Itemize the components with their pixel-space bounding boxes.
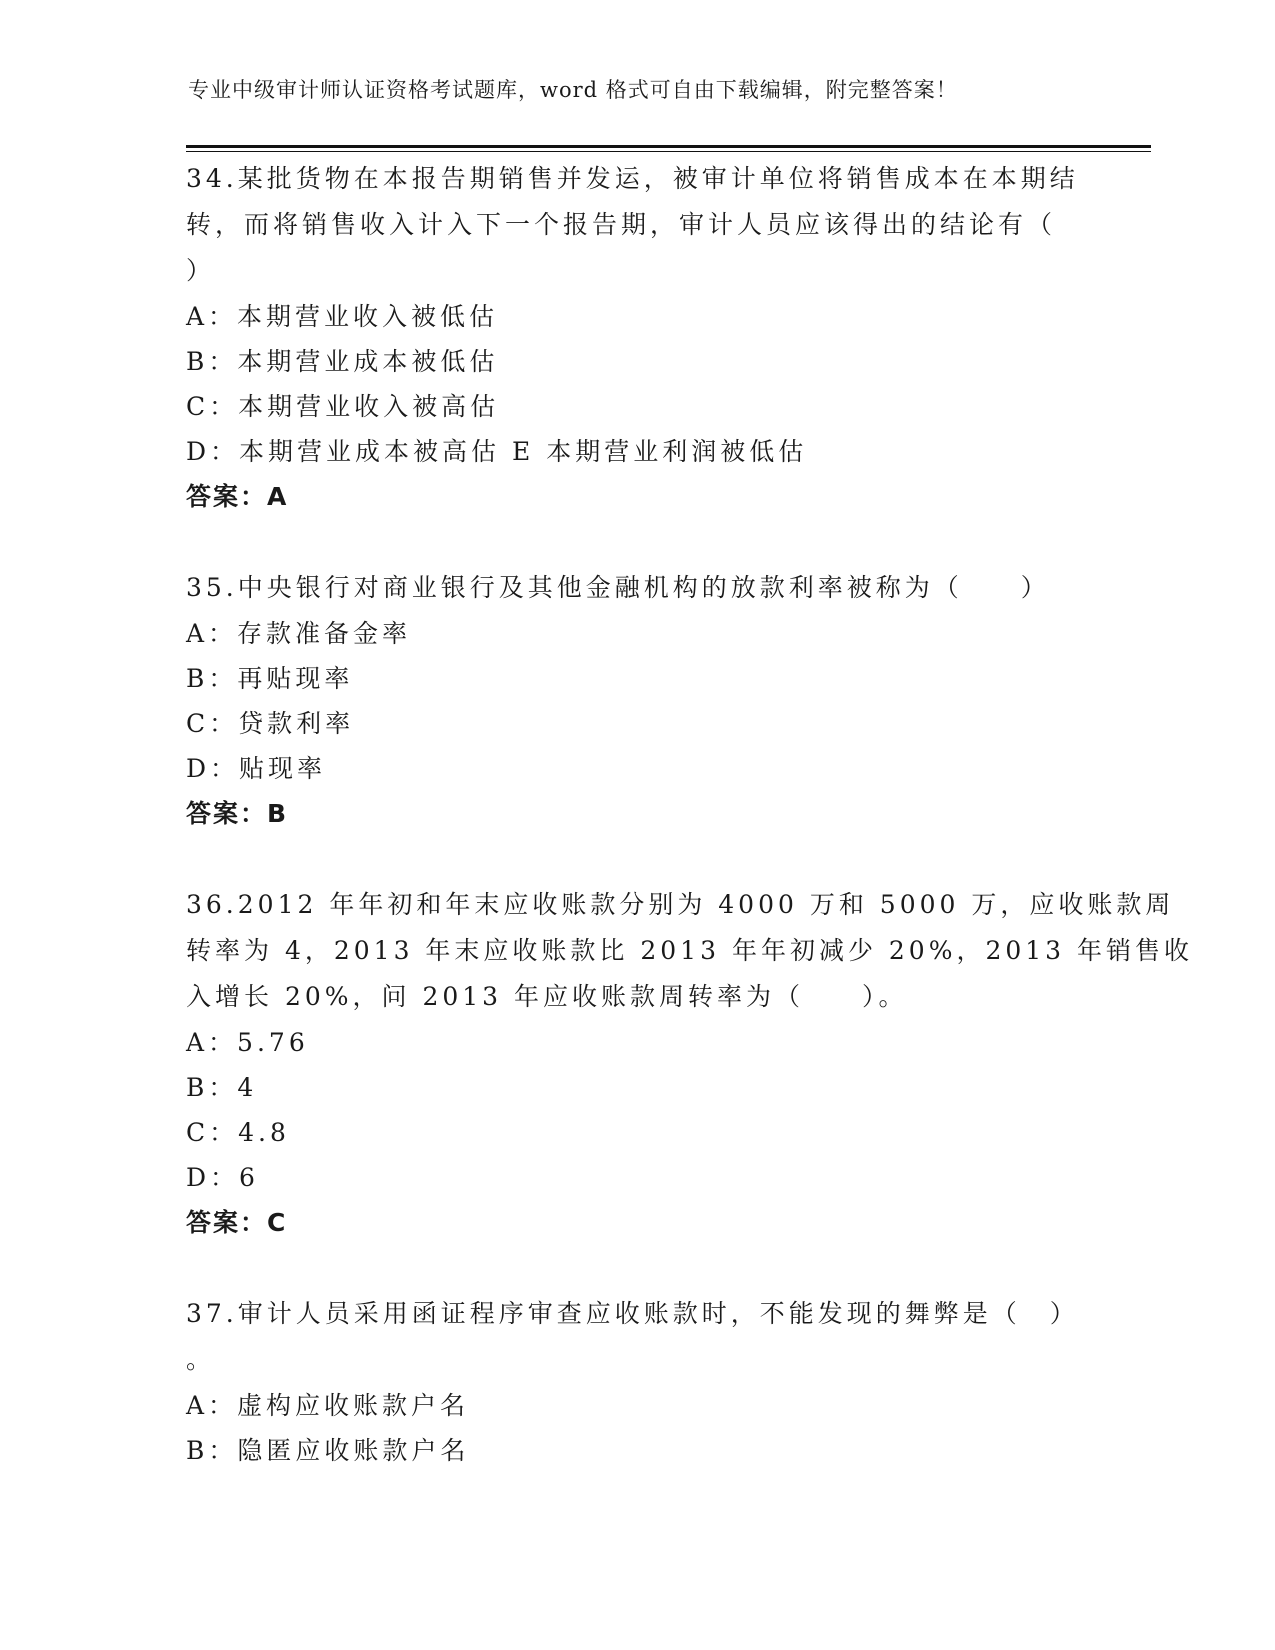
question-list [186, 156, 1194, 1473]
spacer [186, 519, 1086, 565]
option-d: D：贴现率 [186, 754, 327, 783]
question-text-line: 。 [186, 1345, 216, 1374]
question-37 [186, 1291, 1086, 1473]
spacer [186, 1245, 1086, 1291]
question-35 [186, 565, 1086, 836]
header-divider-thin [186, 151, 1151, 152]
option-c: C：本期营业收入被高估 [186, 392, 500, 421]
answer-line: 答案：C [186, 1208, 288, 1237]
question-text-line: 34.某批货物在本报告期销售并发运，被审计单位将销售成本在本期结 [186, 164, 1079, 193]
option-a: A：本期营业收入被低估 [186, 302, 499, 331]
option-a: A：存款准备金率 [186, 619, 412, 648]
answer-line: 答案：B [186, 799, 289, 828]
option-b: B：4 [186, 1073, 258, 1102]
answer-line: 答案：A [186, 482, 289, 511]
question-text-line: 36.2012 年年初和年末应收账款分别为 4000 万和 5000 万，应收账款周 [186, 890, 1175, 919]
option-c: C：4.8 [186, 1118, 290, 1147]
question-text-line: 转，而将销售收入计入下一个报告期，审计人员应该得出的结论有（ [186, 210, 1057, 239]
question-text-line: 35.中央银行对商业银行及其他金融机构的放款利率被称为（ ） [186, 573, 1050, 602]
page-header: 专业中级审计师认证资格考试题库，word 格式可自由下载编辑，附完整答案！ [188, 78, 958, 102]
spacer [186, 836, 1086, 882]
question-text-line: 入增长 20%，问 2013 年应收账款周转率为（ ）。 [186, 982, 908, 1011]
option-b: B：本期营业成本被低估 [186, 347, 499, 376]
question-text-line: ） [186, 256, 216, 285]
option-a: A：虚构应收账款户名 [186, 1391, 470, 1420]
question-36 [186, 882, 1194, 1245]
question-34 [186, 156, 1086, 519]
header-divider-thick [186, 145, 1151, 148]
question-text-line: 转率为 4，2013 年末应收账款比 2013 年年初减少 20%，2013 年销售收 [186, 936, 1194, 965]
question-text-line: 37.审计人员采用函证程序审查应收账款时，不能发现的舞弊是（ ） [186, 1299, 1079, 1328]
option-a: A：5.76 [186, 1028, 309, 1057]
option-b: B：再贴现率 [186, 664, 354, 693]
option-d: D：本期营业成本被高估 E 本期营业利润被低估 [186, 437, 808, 466]
option-b: B：隐匿应收账款户名 [186, 1436, 470, 1465]
option-c: C：贷款利率 [186, 709, 355, 738]
option-d: D：6 [186, 1163, 259, 1192]
